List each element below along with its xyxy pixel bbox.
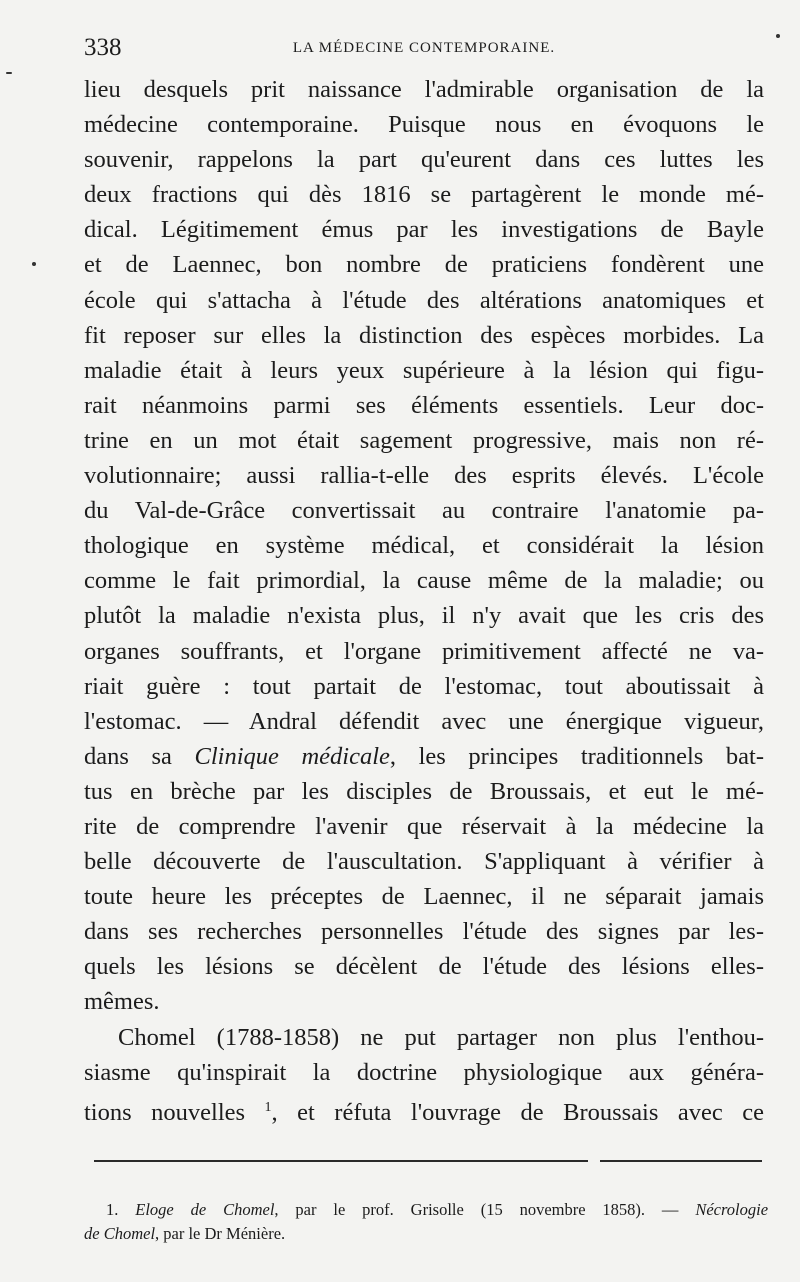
text-line: siasme qu'inspirait la doctrine physiologique aux généra- [84,1058,764,1086]
footnote-rule [600,1160,762,1162]
text-line: mêmes. [84,988,160,1016]
work-title: Clinique médicale [194,742,390,770]
footnote-title: Nécrologie [695,1200,769,1219]
footnote [84,1198,768,1246]
text-line: quels les lésions se décèlent de l'étude des lésions elles- [84,953,764,981]
text-line: comme le fait primordial, la cause même de la maladie; ou [84,567,764,595]
page-header [84,30,764,66]
footnote-text: , par le Dr Ménière. [155,1224,286,1243]
text-line: volutionnaire; aussi rallia-t-elle des esprits élevés. L'école [84,462,764,490]
text-line: souvenir, rappelons la part qu'eurent dans ces luttes les [84,146,764,174]
text-line: rait néanmoins parmi ses éléments essentiels. Leur doc- [84,391,764,419]
footnote-line [84,1222,768,1246]
text-line: belle découverte de l'auscultation. S'appliquant à vérifier à [84,848,764,876]
footnote-text: , par le prof. Grisolle (15 novembre 1858). — [274,1200,696,1219]
ink-speck [32,262,36,266]
text-line-with-title [84,739,764,774]
text-fragment: , les principes traditionnels bat- [389,742,764,770]
footnote-title: de Chomel [84,1224,156,1243]
text-line: dans ses recherches personnelles l'étude des signes par les- [84,918,764,946]
text-fragment: dans sa [84,742,195,770]
text-line: plutôt la maladie n'exista plus, il n'y avait que les cris des [84,602,764,630]
text-fragment: , et réfuta l'ouvrage de Broussais avec ce [271,1098,764,1126]
text-line: trine en un mot était sagement progressive, mais non ré- [84,426,764,454]
text-line: organes souffrants, et l'organe primitivement affecté ne va- [84,637,764,665]
text-fragment: tions nouvelles [84,1098,265,1126]
text-line: Chomel (1788-1858) ne put partager non plus l'enthou- [118,1023,764,1051]
running-title: LA MÉDECINE CONTEMPORAINE. [292,40,556,56]
footnote-marker: 1 [264,1099,272,1115]
text-line: maladie était à leurs yeux supérieure à la lésion qui figu- [84,356,764,384]
text-line: l'estomac. — Andral défendit avec une énergique vigueur, [84,707,764,735]
text-line: thologique en système médical, et considérait la lésion [84,532,764,560]
text-line: tus en brèche par les disciples de Broussais, et eut le mé- [84,777,764,805]
ink-speck [6,72,12,74]
footnote-rule [94,1160,588,1162]
footnote-line [84,1198,768,1222]
body-text [84,72,764,1125]
footnote-title: Eloge de Chomel [135,1200,275,1219]
ink-speck [776,34,780,38]
text-line: médecine contemporaine. Puisque nous en évoquons le [84,111,764,139]
text-line: du Val-de-Grâce convertissait au contraire l'anatomie pa- [84,497,764,525]
text-line: lieu desquels prit naissance l'admirable organisation de la [84,76,764,103]
text-line: deux fractions qui dès 1816 se partagèrent le monde mé- [84,181,764,209]
footnote-number: 1. [106,1200,136,1219]
text-line-with-note [84,1090,764,1125]
text-line: école qui s'attacha à l'étude des altérations anatomiques et [84,286,764,314]
page-number: 338 [84,34,122,61]
text-line: dical. Légitimement émus par les investigations de Bayle [84,216,764,244]
text-line: fit reposer sur elles la distinction des espèces morbides. La [84,321,764,349]
text-line: rite de comprendre l'avenir que réservait à la médecine la [84,812,764,840]
text-line: toute heure les préceptes de Laennec, il ne séparait jamais [84,883,764,911]
text-line: et de Laennec, bon nombre de praticiens fondèrent une [84,251,764,279]
text-line: riait guère : tout partait de l'estomac, tout aboutissait à [84,672,764,700]
